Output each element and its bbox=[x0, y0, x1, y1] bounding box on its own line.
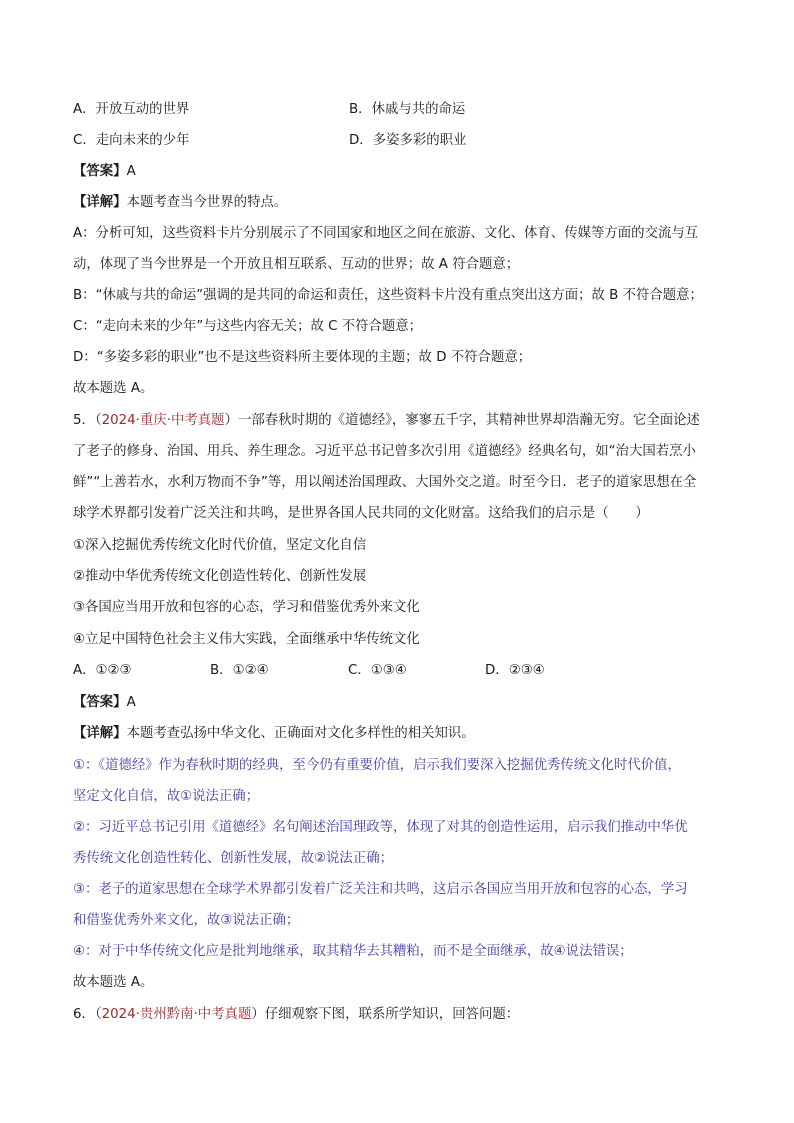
answer-value: A bbox=[126, 164, 136, 179]
q5-option-b: B．①②④ bbox=[210, 663, 269, 678]
q4-option-d: D．多姿多彩的职业 bbox=[349, 133, 467, 148]
q5-detail-intro bbox=[73, 724, 723, 744]
q5-explain-line: 坚定文化自信，故①说法正确； bbox=[73, 789, 260, 804]
q4-option-b: B．休戚与共的命运 bbox=[349, 102, 466, 117]
q6-stem-text: 仔细观察下图，联系所学知识，回答问题： bbox=[264, 1007, 520, 1022]
q5-statement-3: ③各国应当用开放和包容的心态，学习和借鉴优秀外来文化 bbox=[73, 600, 420, 615]
q5-option-d: D．②③④ bbox=[485, 663, 545, 678]
q4-answer bbox=[73, 162, 723, 182]
q5-explain-line: ③：老子的道家思想在全球学术界都引发着广泛关注和共鸣，这启示各国应当用开放和包容的心态，学习 bbox=[73, 882, 688, 897]
detail-intro-text: 本题考查弘扬中华文化、正确面对文化多样性的相关知识。 bbox=[126, 726, 475, 741]
detail-label: 【详解】 bbox=[73, 726, 127, 741]
q4-detail-line: B：“休戚与共的命运”强调的是共同的命运和责任，这些资料卡片没有重点突出这方面；故 B 不符合题意； bbox=[73, 288, 703, 303]
answer-value: A bbox=[126, 695, 136, 710]
q5-conclusion: 故本题选 A。 bbox=[73, 975, 154, 990]
q5-stem-line: 了老子的修身、治国、用兵、养生理念。习近平总书记曾多次引用《道德经》经典名句，如“治大国若烹小 bbox=[73, 444, 696, 459]
q5-explain-line: 秀传统文化创造性转化、创新性发展，故②说法正确； bbox=[73, 851, 393, 866]
q6-stem bbox=[73, 1005, 723, 1025]
q5-stem-first-line bbox=[73, 411, 723, 431]
q6-source-open: （ bbox=[94, 1007, 102, 1022]
q4-detail-line: A：分析可知，这些资料卡片分别展示了不同国家和地区之间在旅游、文化、体育、传媒等方面的交流与互 bbox=[73, 226, 699, 241]
q5-option-a: A．①②③ bbox=[73, 663, 132, 678]
q5-source-close: ） bbox=[224, 413, 238, 428]
q5-explain-line: ④：对于中华传统文化应是批判地继承，取其精华去其糟粕，而不是全面继承，故④说法错误； bbox=[73, 944, 633, 959]
q6-source-close: ） bbox=[251, 1007, 265, 1022]
q4-conclusion: 故本题选 A。 bbox=[73, 381, 154, 396]
q6-number: 6． bbox=[73, 1007, 95, 1022]
q5-explain-line: ②：习近平总书记引用《道德经》名句阐述治国理政等，体现了对其的创造性运用，启示我们推动中华优 bbox=[73, 820, 688, 835]
detail-intro-text: 本题考查当今世界的特点。 bbox=[126, 195, 288, 210]
q4-option-c: C．走向未来的少年 bbox=[73, 133, 190, 148]
q5-statement-1: ①深入挖掘优秀传统文化时代价值，坚定文化自信 bbox=[73, 538, 367, 553]
q5-number: 5． bbox=[73, 413, 95, 428]
q5-explain-line: 和借鉴优秀外来文化，故③说法正确； bbox=[73, 913, 300, 928]
q5-stem-line: 球学术界都引发着广泛关注和共鸣，是世界各国人民共同的文化财富。这给我们的启示是（ ） bbox=[73, 506, 649, 521]
q4-detail-line: C：“走向未来的少年”与这些内容无关；故 C 不符合题意； bbox=[73, 319, 423, 334]
q5-option-c: C．①③④ bbox=[348, 663, 407, 678]
q5-answer bbox=[73, 693, 723, 713]
q5-stem-line: 鲜”“上善若水，水利万物而不争”等，用以阐述治国理政、大国外交之道。时至今日．老子的道家思想在全 bbox=[73, 475, 697, 490]
q5-stem-text: 一部春秋时期的《道德经》，寥寥五千字，其精神世界却浩瀚无穷。它全面论述 bbox=[237, 413, 700, 428]
q4-detail-line: 动，体现了当今世界是一个开放且相互联系、互动的世界；故 A 符合题意； bbox=[73, 257, 520, 272]
answer-label: 【答案】 bbox=[73, 695, 127, 710]
q5-statement-4: ④立足中国特色社会主义伟大实践，全面继承中华传统文化 bbox=[73, 632, 420, 647]
q5-source: 2024·重庆·中考真题 bbox=[101, 413, 225, 428]
answer-label: 【答案】 bbox=[73, 164, 127, 179]
detail-label: 【详解】 bbox=[73, 195, 127, 210]
q4-detail-line: D：“多姿多彩的职业”也不是这些资料所主要体现的主题；故 D 不符合题意； bbox=[73, 350, 532, 365]
q5-source-open: （ bbox=[94, 413, 102, 428]
q5-explain-line: ①：《道德经》作为春秋时期的经典，至今仍有重要价值，启示我们要深入挖掘优秀传统文化时代价值， bbox=[73, 758, 681, 773]
q5-statement-2: ②推动中华优秀传统文化创造性转化、创新性发展 bbox=[73, 569, 367, 584]
q6-source: 2024·贵州黔南·中考真题 bbox=[101, 1007, 252, 1022]
q4-option-a: A．开放互动的世界 bbox=[73, 102, 190, 117]
q4-detail-intro bbox=[73, 193, 723, 213]
